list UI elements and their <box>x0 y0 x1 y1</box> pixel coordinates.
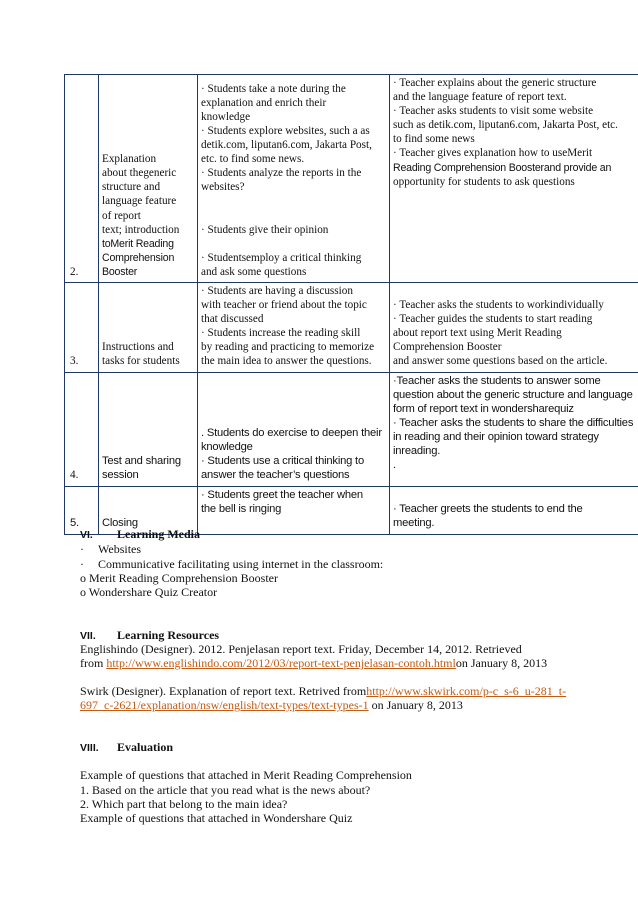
list-item <box>80 571 278 586</box>
teacher-line: such as detik.com, liputan6.com, Jakarta Post, etc. <box>393 119 618 132</box>
section-heading-learning-resources <box>80 628 219 643</box>
students-line: the bell is ringing <box>201 502 282 515</box>
reference-line: Englishindo (Designer). 2012. Penjelasan report text. Friday, December 14, 2012. Retrieved <box>80 642 522 656</box>
section-heading-evaluation <box>80 740 173 755</box>
students-line <box>201 209 386 223</box>
row-number: 2. <box>65 75 99 283</box>
teacher-line: · Teacher gives explanation how to useMerit <box>393 147 593 160</box>
students-line: the main idea to answer the questions. <box>201 355 372 368</box>
teacher-activity-cell <box>390 283 638 373</box>
phase-line: Instructions and <box>102 341 174 354</box>
students-line: · Students give their opinion <box>201 223 329 236</box>
list-item-text: Wondershare Quiz Creator <box>88 585 218 599</box>
teacher-line: · Teacher asks the students to workindividually <box>393 299 604 312</box>
phase-line: structure and <box>102 181 161 194</box>
phase-line: Explanation <box>102 153 157 166</box>
phase-line: about thegeneric <box>102 167 177 180</box>
teacher-line: inreading. <box>393 445 441 458</box>
students-activity-cell <box>198 486 390 534</box>
teacher-line: · Teacher asks students to visit some website <box>393 105 594 118</box>
evaluation-line: 2. Which part that belong to the main idea? <box>80 797 288 811</box>
section-title: Learning Media <box>117 527 200 541</box>
list-item-text: Merit Reading Comprehension Booster <box>89 571 278 585</box>
teacher-line: · Teacher explains about the generic structure <box>393 77 597 89</box>
teacher-line: ·Teacher asks the students to answer some <box>393 374 601 387</box>
phase-line: Comprehension <box>102 251 175 264</box>
bullet: o <box>80 571 86 585</box>
section-heading-learning-media <box>80 527 200 542</box>
table-row <box>65 372 638 486</box>
teacher-line: question about the generic structure and language <box>393 388 633 401</box>
teacher-line: · Teacher guides the students to start reading <box>393 313 593 326</box>
section-number: VII. <box>80 630 96 642</box>
teacher-line: Reading Comprehension Boosterand provide an <box>393 161 612 174</box>
section-number: VIII. <box>80 742 99 754</box>
phase-line: session <box>102 469 139 482</box>
phase-line: Closing <box>102 517 138 530</box>
students-line: detik.com, liputan6.com, Jakarta Post, <box>201 139 372 152</box>
reference-text: on January 8, 2013 <box>455 656 548 670</box>
students-line: explanation and enrich their <box>201 96 327 109</box>
reference-text: on January 8, 2013 <box>368 698 463 712</box>
reference-line <box>80 684 566 699</box>
evaluation-line: Example of questions that attached in Merit Reading Comprehension <box>80 768 412 782</box>
phase-cell <box>99 372 198 486</box>
students-line: knowledge <box>201 441 253 454</box>
students-line: by reading and practicing to memorize <box>201 341 375 354</box>
row-number: 5. <box>65 486 99 534</box>
reference-link[interactable]: http://www.englishindo.com/2012/03/report-text-penjelasan-contoh.html <box>106 656 456 670</box>
phase-line: tasks for students <box>102 355 180 368</box>
teacher-line: meeting. <box>393 517 435 530</box>
teacher-line: opportunity for students to ask questions <box>393 175 575 188</box>
list-item-text: Websites <box>98 542 142 556</box>
students-line: · Students use a critical thinking to <box>201 455 364 468</box>
teacher-line: and the language feature of report text. <box>393 91 567 104</box>
reference-line <box>80 656 547 671</box>
table-row <box>65 75 638 283</box>
students-line: · Studentsemploy a critical thinking <box>201 251 362 264</box>
teacher-line: about report text using Merit Reading <box>393 327 562 340</box>
reference-link[interactable]: http://www.skwirk.com/p-c_s-6_u-281_t- <box>366 684 567 698</box>
teacher-line: · Teacher asks the students to share the difficulties <box>393 416 634 429</box>
reference-text: from <box>80 656 107 670</box>
bullet: · <box>80 557 84 571</box>
teacher-activity-cell <box>390 75 638 283</box>
students-line: knowledge <box>201 110 251 123</box>
students-activity-cell <box>198 372 390 486</box>
teacher-line: in reading and their opinion toward strategy <box>393 430 599 443</box>
students-line: and ask some questions <box>201 265 307 278</box>
row-number: 3. <box>65 283 99 373</box>
phase-line: text; introduction <box>102 223 180 236</box>
students-line: etc. to find some news. <box>201 153 305 166</box>
bullet: · <box>80 542 84 556</box>
phase-line: of report <box>102 209 141 222</box>
list-item <box>80 585 217 600</box>
list-item <box>80 557 383 572</box>
students-activity-cell <box>198 283 390 373</box>
reference-line <box>80 698 463 713</box>
students-line <box>201 194 386 208</box>
students-line: · Students take a note during the <box>201 82 346 95</box>
students-line: with teacher or friend about the topic <box>201 299 367 312</box>
teacher-line: . <box>393 459 396 472</box>
list-item-text: Communicative facilitating using internet in the classroom: <box>98 557 384 571</box>
reference-text: Swirk (Designer). Explanation of report text. Retrived from <box>80 684 367 698</box>
teacher-line: to find some news <box>393 133 475 146</box>
section-title: Learning Resources <box>117 628 220 642</box>
section-title: Evaluation <box>117 740 174 754</box>
teacher-line: form of report text in wondersharequiz <box>393 402 574 415</box>
students-line: · Students are having a discussion <box>201 285 353 297</box>
students-line: · Students analyze the reports in the <box>201 167 362 180</box>
students-line: · Students explore websites, such a as <box>201 124 370 137</box>
phase-cell <box>99 75 198 283</box>
phase-line: language feature <box>102 195 177 208</box>
students-line <box>201 237 386 251</box>
teacher-activity-cell <box>390 486 638 534</box>
teacher-line: Comprehension Booster <box>393 341 502 354</box>
phase-line: Test and sharing <box>102 455 181 468</box>
students-line: · Students greet the teacher when <box>201 488 363 501</box>
phase-cell <box>99 283 198 373</box>
bullet: o <box>80 585 86 599</box>
phase-line: Booster <box>102 265 138 278</box>
students-line: . Students do exercise to deepen their <box>201 427 382 440</box>
row-number: 4. <box>65 372 99 486</box>
students-line: that discussed <box>201 313 264 326</box>
students-line: websites? <box>201 181 245 194</box>
teacher-activity-cell <box>390 372 638 486</box>
students-line: · Students increase the reading skill <box>201 327 361 340</box>
list-item <box>80 542 141 557</box>
phase-line: toMerit Reading <box>102 237 174 250</box>
table-row <box>65 283 638 373</box>
students-line: answer the teacher’s questions <box>201 469 350 482</box>
activities-table <box>64 74 638 535</box>
teacher-line: and answer some questions based on the article. <box>393 355 608 368</box>
teacher-line: · Teacher greets the students to end the <box>393 503 583 516</box>
evaluation-line: 1. Based on the article that you read what is the news about? <box>80 783 371 797</box>
students-activity-cell <box>198 75 390 283</box>
reference-link[interactable]: 697_c-2621/explanation/nsw/english/text-types/text-types-1 <box>80 698 369 712</box>
evaluation-line: Example of questions that attached in Wondershare Quiz <box>80 811 353 825</box>
section-number: VI. <box>80 529 93 541</box>
